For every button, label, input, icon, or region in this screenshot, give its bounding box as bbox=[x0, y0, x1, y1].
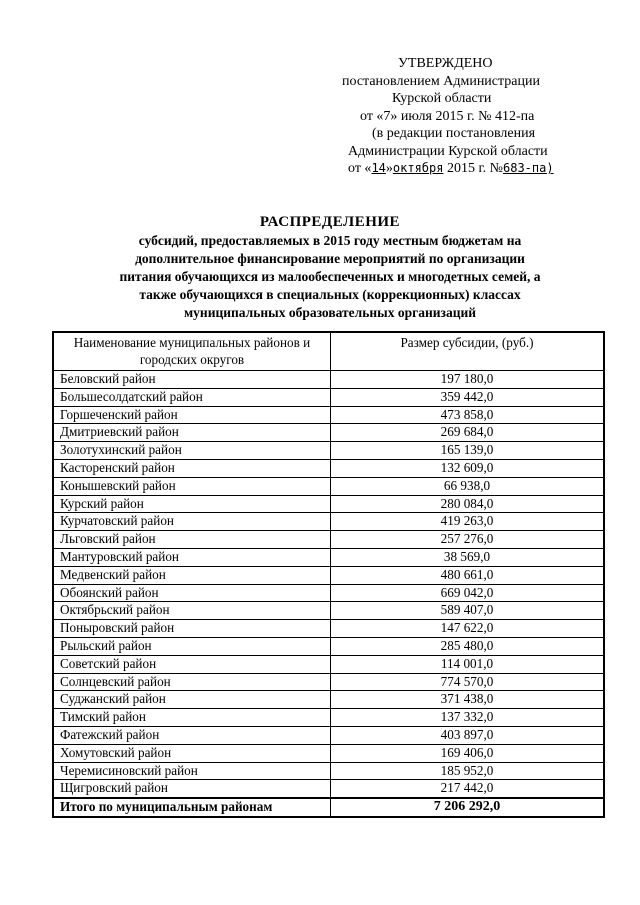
table-total-row bbox=[53, 798, 604, 817]
district-name: Большесолдатский район bbox=[53, 388, 331, 406]
district-name: Черемисиновский район bbox=[53, 762, 331, 780]
table-row bbox=[53, 744, 604, 762]
table-row bbox=[53, 602, 604, 620]
district-name: Поныровский район bbox=[53, 620, 331, 638]
district-name: Дмитриевский район bbox=[53, 424, 331, 442]
table-row bbox=[53, 495, 604, 513]
approval-date-year: 2015 г. № bbox=[443, 161, 503, 176]
district-name: Рыльский район bbox=[53, 637, 331, 655]
approval-line-5: Администрации Курской области bbox=[348, 143, 548, 159]
heading-line: питания обучающихся из малообеспеченных и многодетных семей, а bbox=[119, 269, 541, 284]
heading-line: муниципальных образовательных организаций bbox=[183, 305, 477, 320]
subsidy-amount: 217 442,0 bbox=[331, 780, 605, 798]
table-row bbox=[53, 424, 604, 442]
table-row bbox=[53, 655, 604, 673]
subsidy-amount: 132 609,0 bbox=[331, 459, 605, 477]
heading-line: также обучающихся в специальных (коррекционных) классах bbox=[139, 287, 521, 302]
column-header-district: Наименование муниципальных районов и городских округов bbox=[53, 332, 331, 371]
total-label: Итого по муниципальным районам bbox=[53, 798, 331, 817]
table-row bbox=[53, 620, 604, 638]
district-name: Беловский район bbox=[53, 371, 331, 389]
subsidy-amount: 774 570,0 bbox=[331, 673, 605, 691]
subsidy-amount: 403 897,0 bbox=[331, 726, 605, 744]
approval-stamp bbox=[330, 55, 610, 178]
district-name: Фатежский район bbox=[53, 726, 331, 744]
approval-line-1: постановлением Администрации bbox=[342, 73, 540, 89]
table-row bbox=[53, 726, 604, 744]
district-name: Льговский район bbox=[53, 531, 331, 549]
district-name: Мантуровский район bbox=[53, 548, 331, 566]
subsidy-amount: 473 858,0 bbox=[331, 406, 605, 424]
district-name: Медвенский район bbox=[53, 566, 331, 584]
subsidy-amount: 197 180,0 bbox=[331, 371, 605, 389]
subsidy-amount: 285 480,0 bbox=[331, 637, 605, 655]
district-name: Щигровский район bbox=[53, 780, 331, 798]
table-row bbox=[53, 709, 604, 727]
table-row bbox=[53, 442, 604, 460]
district-name: Обоянский район bbox=[53, 584, 331, 602]
heading-line: дополнительное финансирование мероприятий по организации bbox=[135, 251, 525, 266]
district-name: Тимский район bbox=[53, 709, 331, 727]
table-row bbox=[53, 584, 604, 602]
subsidy-amount: 137 332,0 bbox=[331, 709, 605, 727]
approval-date-mid: » bbox=[385, 161, 393, 176]
subsidy-table bbox=[52, 331, 605, 818]
district-name: Солнцевский район bbox=[53, 673, 331, 691]
district-name: Горшеченский район bbox=[53, 406, 331, 424]
total-amount: 7 206 292,0 bbox=[331, 798, 605, 817]
approval-line-6 bbox=[330, 160, 610, 178]
approval-line-4: (в редакции постановления bbox=[372, 126, 536, 141]
heading-line: субсидий, предоставляемых в 2015 году местным бюджетам на bbox=[138, 233, 522, 248]
table-row bbox=[53, 406, 604, 424]
table-row bbox=[53, 673, 604, 691]
subsidy-amount: 147 622,0 bbox=[331, 620, 605, 638]
subsidy-amount: 371 438,0 bbox=[331, 691, 605, 709]
subsidy-amount: 419 263,0 bbox=[331, 513, 605, 531]
table-row bbox=[53, 388, 604, 406]
district-name: Касторенский район bbox=[53, 459, 331, 477]
district-name: Золотухинский район bbox=[53, 442, 331, 460]
approval-number: 683-па) bbox=[503, 161, 554, 175]
district-name: Суджанский район bbox=[53, 691, 331, 709]
approval-date-day: 14 bbox=[371, 161, 386, 175]
subsidy-amount: 589 407,0 bbox=[331, 602, 605, 620]
table-row bbox=[53, 780, 604, 798]
table-row bbox=[53, 531, 604, 549]
district-name: Советский район bbox=[53, 655, 331, 673]
subsidy-amount: 185 952,0 bbox=[331, 762, 605, 780]
table-row bbox=[53, 477, 604, 495]
subsidy-amount: 114 001,0 bbox=[331, 655, 605, 673]
subsidy-amount: 66 938,0 bbox=[331, 477, 605, 495]
table-body bbox=[53, 371, 604, 799]
table-row bbox=[53, 459, 604, 477]
district-name: Хомутовский район bbox=[53, 744, 331, 762]
subsidy-amount: 669 042,0 bbox=[331, 584, 605, 602]
table-row bbox=[53, 548, 604, 566]
table-row bbox=[53, 691, 604, 709]
subsidy-amount: 165 139,0 bbox=[331, 442, 605, 460]
district-name: Курчатовский район bbox=[53, 513, 331, 531]
district-name: Конышевский район bbox=[53, 477, 331, 495]
subsidy-amount: 480 661,0 bbox=[331, 566, 605, 584]
table-row bbox=[53, 566, 604, 584]
subsidy-amount: 169 406,0 bbox=[331, 744, 605, 762]
approval-line-2: Курской области bbox=[392, 91, 492, 106]
document-title: РАСПРЕДЕЛЕНИЕ bbox=[259, 214, 401, 230]
subsidy-amount: 257 276,0 bbox=[331, 531, 605, 549]
subsidy-amount: 38 569,0 bbox=[331, 548, 605, 566]
subsidy-amount: 269 684,0 bbox=[331, 424, 605, 442]
approval-line-3: от «7» июля 2015 г. № 412-па bbox=[360, 108, 535, 124]
table-row bbox=[53, 371, 604, 389]
district-name: Курский район bbox=[53, 495, 331, 513]
district-name: Октябрьский район bbox=[53, 602, 331, 620]
table-row bbox=[53, 637, 604, 655]
approval-date-month: октября bbox=[392, 161, 444, 175]
approval-date-prefix: от « bbox=[348, 161, 372, 176]
subsidy-amount: 359 442,0 bbox=[331, 388, 605, 406]
table-header-row bbox=[53, 332, 604, 371]
approval-title: УТВЕРЖДЕНО bbox=[398, 56, 493, 71]
document-heading bbox=[60, 213, 600, 322]
table-row bbox=[53, 513, 604, 531]
subsidy-amount: 280 084,0 bbox=[331, 495, 605, 513]
column-header-amount: Размер субсидии, (руб.) bbox=[331, 332, 605, 371]
table-row bbox=[53, 762, 604, 780]
